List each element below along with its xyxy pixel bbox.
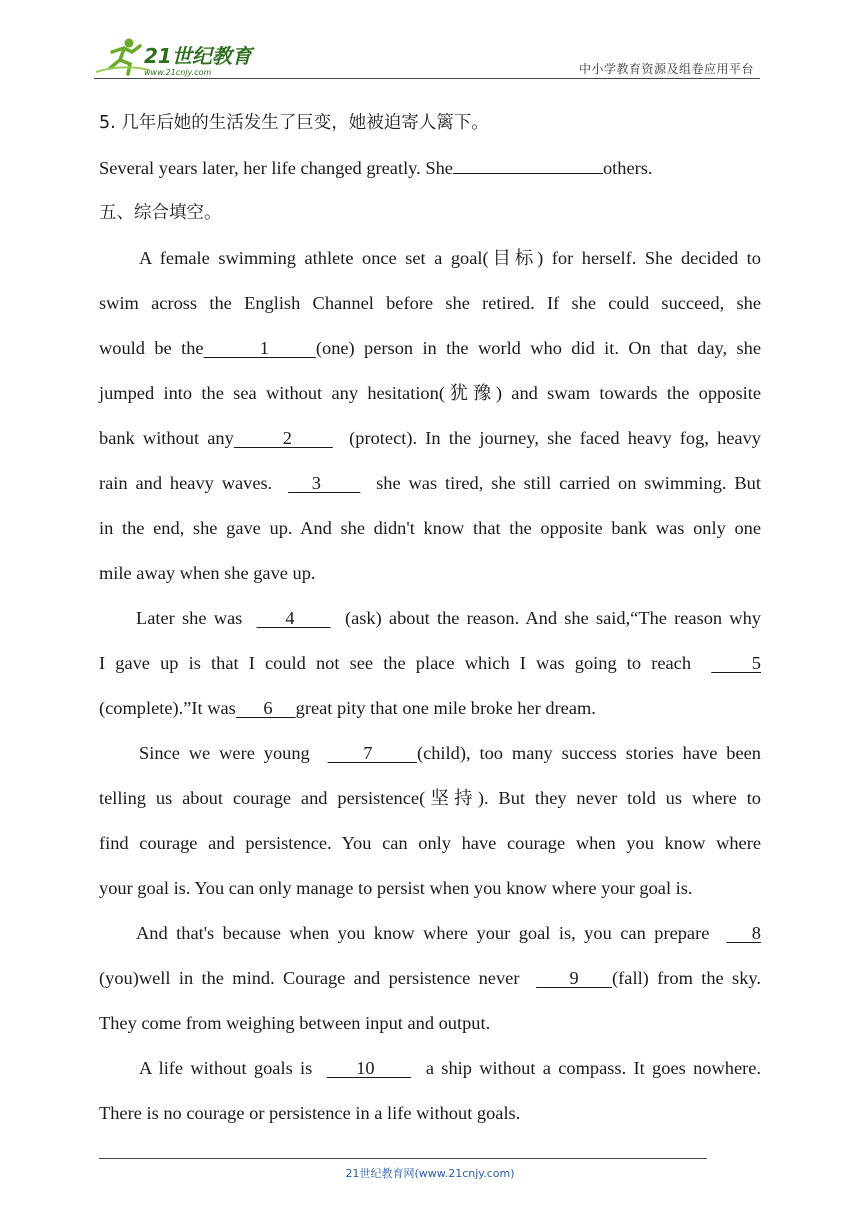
footer-link[interactable]: 21世纪教育网(www.21cnjy.com) xyxy=(345,1167,515,1180)
svg-text:21世纪教育: 21世纪教育 xyxy=(144,44,252,68)
page-header xyxy=(92,30,760,80)
p4-line-1: And that's because when you know where your goal is, you can prepare 8 xyxy=(136,923,762,943)
p2-line-1: Later she was 4 (ask) about the reason. And she said,“The reason why xyxy=(136,608,761,628)
section-title: 五、综合填空。 xyxy=(99,203,222,223)
p1-line-1: A female swimming athlete once set a goal(目标) for herself. She decided to xyxy=(139,248,761,268)
svg-text:www.21cnjy.com: www.21cnjy.com xyxy=(144,68,212,77)
header-divider xyxy=(94,78,760,79)
blank-6[interactable]: 6 xyxy=(235,698,296,718)
p2-line-3: (complete).”It was 6 great pity that one mile broke her dream. xyxy=(99,698,596,718)
blank-2[interactable]: 2 xyxy=(233,428,333,448)
p1-line-2: swim across the English Channel before she retired. If she could succeed, she xyxy=(99,293,761,313)
q5-english: Several years later, her life changed greatly. She others. xyxy=(99,153,761,183)
blank-8[interactable]: 8 xyxy=(726,923,762,943)
blank-1[interactable]: 1 xyxy=(203,338,316,358)
p4-line-3: They come from weighing between input and output. xyxy=(99,1013,491,1033)
p3-line-3: find courage and persistence. You can only have courage when you know where xyxy=(99,833,761,853)
p1-line-7: in the end, she gave up. And she didn't know that the opposite bank was only one xyxy=(99,518,761,538)
header-platform-text: 中小学教育资源及组卷应用平台 xyxy=(578,62,754,76)
blank-10[interactable]: 10 xyxy=(326,1058,412,1078)
blank-4[interactable]: 4 xyxy=(256,608,331,628)
p3-line-1: Since we were young 7 (child), too many success stories have been xyxy=(139,743,761,763)
p3-line-2: telling us about courage and persistence(坚持). But they never told us where to xyxy=(99,788,761,808)
p1-line-4: jumped into the sea without any hesitation(犹豫) and swam towards the opposite xyxy=(99,383,761,403)
q5-answer-blank[interactable] xyxy=(453,154,603,174)
blank-3[interactable]: 3 xyxy=(288,473,361,493)
p3-line-4: your goal is. You can only manage to persist when you know where your goal is. xyxy=(99,878,693,898)
blank-7[interactable]: 7 xyxy=(327,743,417,763)
blank-5[interactable]: 5 xyxy=(711,653,761,673)
logo-21cnjy xyxy=(92,34,267,78)
p5-line-1: A life without goals is 10 a ship without a compass. It goes nowhere. xyxy=(139,1058,761,1078)
p4-line-2: (you)well in the mind. Courage and persistence never 9 (fall) from the sky. xyxy=(99,968,761,988)
p1-line-8: mile away when she gave up. xyxy=(99,563,316,583)
p1-line-3: would be the 1 (one) person in the world who did it. On that day, she xyxy=(99,338,762,358)
q5-chinese: 5. 几年后她的生活发生了巨变，她被迫寄人篱下。 xyxy=(99,113,489,133)
blank-9[interactable]: 9 xyxy=(536,968,613,988)
p2-line-2: I gave up is that I could not see the place which I was going to reach 5 xyxy=(99,653,761,673)
p1-line-6: rain and heavy waves. 3 she was tired, she still carried on swimming. But xyxy=(99,473,761,493)
p5-line-2: There is no courage or persistence in a life without goals. xyxy=(99,1103,521,1123)
p1-line-5: bank without any 2 (protect). In the journey, she faced heavy fog, heavy xyxy=(99,428,761,448)
footer-divider xyxy=(99,1158,707,1159)
